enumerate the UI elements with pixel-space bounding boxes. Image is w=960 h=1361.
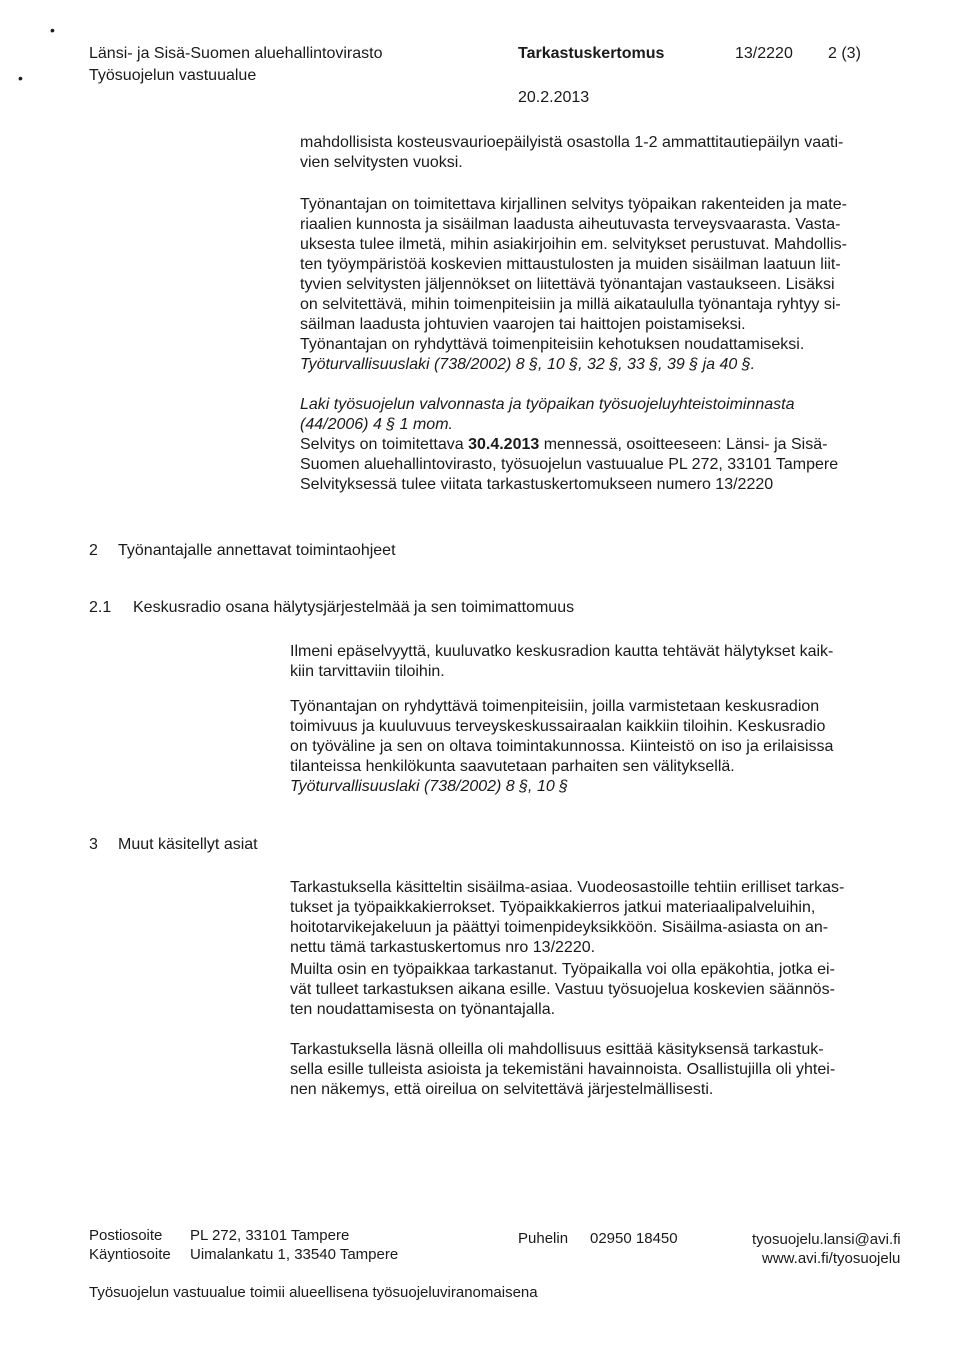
paragraph-radio-issue: Ilmeni epäselvyyttä, kuuluvatko keskusradion kautta tehtävät hälytykset kaik- kiin tarvittaviin tiloihin. (290, 643, 834, 680)
scan-mark-dot: • (18, 70, 23, 86)
law-reference: Laki työsuojelun valvonnasta ja työpaikan työsuojeluyhteistoiminnasta (300, 396, 795, 413)
law-reference: (44/2006) 4 § 1 mom. (300, 416, 453, 433)
paragraph-deadline: Laki työsuojelun valvonnasta ja työpaikan työsuojeluyhteistoiminnasta (44/2006) 4 § 1 mom. Selvitys on toimitettava 30.4.2013 mennessä, osoitteeseen: Länsi- ja Sisä- Suomen aluehallintovirasto, työsuojelun vastuualue PL 272, 33101 Tampere Selvityksessä tulee viitata tarkastuskertomukseen numero 13/2220 (300, 395, 908, 495)
footer-web-link[interactable]: www.avi.fi/tyosuojelu (762, 1250, 901, 1267)
deadline-date: 30.4.2013 (468, 436, 540, 453)
section-3-title: Muut käsitellyt asiat (118, 836, 258, 853)
scan-mark-dot: • (50, 22, 55, 38)
section-3-number: 3 (89, 836, 98, 853)
law-reference: Työturvallisuuslaki (738/2002) 8 §, 10 §, 32 §, 33 §, 39 § ja 40 §. (300, 356, 756, 373)
paragraph-scope: Muilta osin en työpaikkaa tarkastanut. Työpaikalla voi olla epäkohtia, jotka ei- vät tulleet tarkastuksen aikana esille. Vastuu työsuojelua koskevien säännös- ten noudattamisesta on työnantajalla. (290, 961, 835, 1018)
paragraph-moisture: mahdollisista kosteusvaurioepäilyistä osastolla 1-2 ammattitautiepäilyn vaati- vien selvitysten vuoksi. (300, 134, 844, 171)
page-number: 2 (3) (828, 45, 861, 62)
doc-type: Tarkastuskertomus (518, 45, 665, 62)
paragraph-report-request: Työnantajan on toimitettava kirjallinen selvitys työpaikan rakenteiden ja mate- riaalien kunnosta ja sisäilman laadusta aiheutuvasta terveysvaarasta. Vasta- uksesta tulee ilmetä, mihin asiakirjoihin em. selvitykset perustuvat. Mahdollis- ten työympäristöä koskevien mittaustulosten ja muiden sisäilman laatuun liit- tyvien selvitysten jäljennökset on liitettävä työnantajan vastaukseen. Lisäksi on selvitettävä, mihin toimenpiteisiin ja millä aikataululla työnantaja ryhtyy si- säilman laadusta johtuvien vaarojen tai haittojen poistamiseksi. Työnantajan on ryhdyttävä toimenpiteisiin kehotuksen noudattamiseksi. Työturvallisuuslaki (738/2002) 8 §, 10 §, 32 §, 33 §, 39 § ja 40 §. (300, 195, 908, 375)
footer-visit-label: Käyntiosoite (89, 1246, 171, 1263)
section-2-1-title: Keskusradio osana hälytysjärjestelmää ja sen toimimattomuus (133, 599, 575, 616)
org-unit: Työsuojelun vastuualue (89, 67, 257, 84)
section-2-title: Työnantajalle annettavat toimintaohjeet (118, 542, 396, 559)
section-2-1-number: 2.1 (89, 599, 112, 616)
section-2-number: 2 (89, 542, 98, 559)
footer-postal-label: Postiosoite (89, 1227, 163, 1244)
footer-postal-address: PL 272, 33101 Tampere (190, 1227, 350, 1244)
law-reference: Työturvallisuuslaki (738/2002) 8 §, 10 § (290, 778, 569, 795)
paragraph-attendees: Tarkastuksella läsnä olleilla oli mahdollisuus esittää käsityksensä tarkastuk- sella esille tulleista asioista ja tekemistäni havainnoista. Osallistujilla oli yhtei- nen näkemys, että oireilua on selvitettävä järjestelmällisesti. (290, 1041, 836, 1098)
footer-phone-label: Puhelin (518, 1230, 569, 1247)
footer-phone-number: 02950 18450 (590, 1230, 678, 1247)
doc-date: 20.2.2013 (518, 89, 590, 106)
paragraph-inspection: Tarkastuksella käsitteltin sisäilma-asiaa. Vuodeosastoille tehtiin erilliset tarkas- tukset ja työpaikkakierrokset. Työpaikkakierros jatkui materiaalipalveluihin, hoitotarvikejakeluun ja päättyi toimenpideyksikköön. Sisäilma-asiasta on an- nettu tämä tarkastuskertomus nro 13/2220. (290, 879, 845, 956)
footer-authority-note: Työsuojelun vastuualue toimii alueellisena työsuojeluviranomaisena (89, 1284, 538, 1301)
footer-email-link[interactable]: tyosuojelu.lansi@avi.fi (752, 1231, 901, 1248)
paragraph-radio-action: Työnantajan on ryhdyttävä toimenpiteisiin, joilla varmistetaan keskusradion toimivuus ja kuuluvuus terveyskeskussairaalan kaikkiin tiloihin. Keskusradio on työväline ja sen on oltava toimintakunnossa. Kiinteistö on iso ja erilaisissa tilanteissa henkilökunta saavutetaan parhaiten sen välityksellä. Työturvallisuuslaki (738/2002) 8 §, 10 § (290, 697, 912, 797)
footer-visit-address: Uimalankatu 1, 33540 Tampere (190, 1246, 399, 1263)
doc-number: 13/2220 (735, 45, 793, 62)
org-name: Länsi- ja Sisä-Suomen aluehallintovirasto (89, 45, 383, 62)
